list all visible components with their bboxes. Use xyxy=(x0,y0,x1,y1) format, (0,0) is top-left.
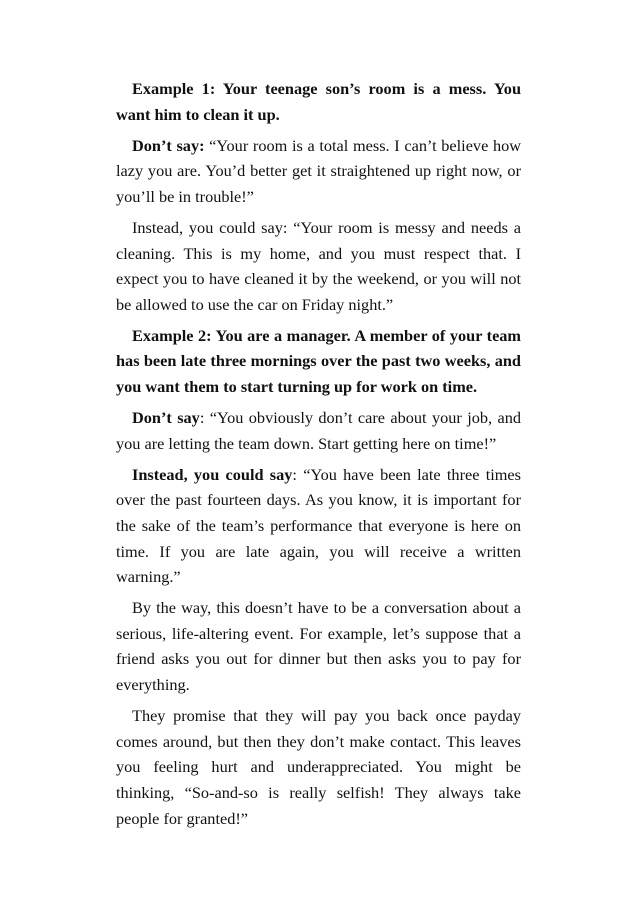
by-the-way-text: By the way, this doesn’t have to be a conversation about a serious, life-altering event. For example, let’s suppose that a friend asks you out for dinner but then asks you to pay for everything. xyxy=(116,598,521,695)
dont-say-2-text: : “You obviously don’t care about your job, and you are letting the team down. Start getting here on time!” xyxy=(116,408,521,453)
paragraph-instead-1 xyxy=(116,215,521,317)
instead-2-text: : “You have been late three times over the past fourteen days. As you know, it is important for the sake of the team’s performance that everyone is here on time. If you are late again, you will receive a written warning.” xyxy=(116,464,521,587)
paragraph-example-2 xyxy=(116,323,521,400)
paragraph-by-the-way xyxy=(116,595,521,697)
document-page xyxy=(116,76,521,837)
paragraph-they-promise xyxy=(116,703,521,831)
dont-say-2-label: Don’t say xyxy=(132,408,200,428)
example-1-heading: Example 1: Your teenage son’s room is a mess. You want him to clean it up. xyxy=(116,79,521,124)
instead-2-label: Instead, you could say xyxy=(132,464,293,484)
paragraph-example-1 xyxy=(116,76,521,127)
dont-say-1-label: Don’t say: xyxy=(132,135,205,155)
paragraph-instead-2 xyxy=(116,462,521,590)
example-2-heading: Example 2: You are a manager. A member of your team has been late three mornings over the past two weeks, and you want them to start turning up for work on time. xyxy=(116,325,521,397)
paragraph-dont-say-1 xyxy=(116,133,521,210)
dont-say-1-text: “Your room is a total mess. I can’t believe how lazy you are. You’d better get it straightened up right now, or you’ll be in trouble!” xyxy=(116,135,522,206)
paragraph-dont-say-2 xyxy=(116,405,521,456)
instead-1-text: Instead, you could say: “Your room is messy and needs a cleaning. This is my home, and you must respect that. I expect you to have cleaned it by the weekend, or you will not be allowed to use the car on Friday night.” xyxy=(116,217,521,314)
they-promise-text: They promise that they will pay you back once payday comes around, but then they don’t make contact. This leaves you feeling hurt and underappreciated. You might be thinking, “So-and-so is really selfish! They always take people for granted!” xyxy=(116,706,521,828)
